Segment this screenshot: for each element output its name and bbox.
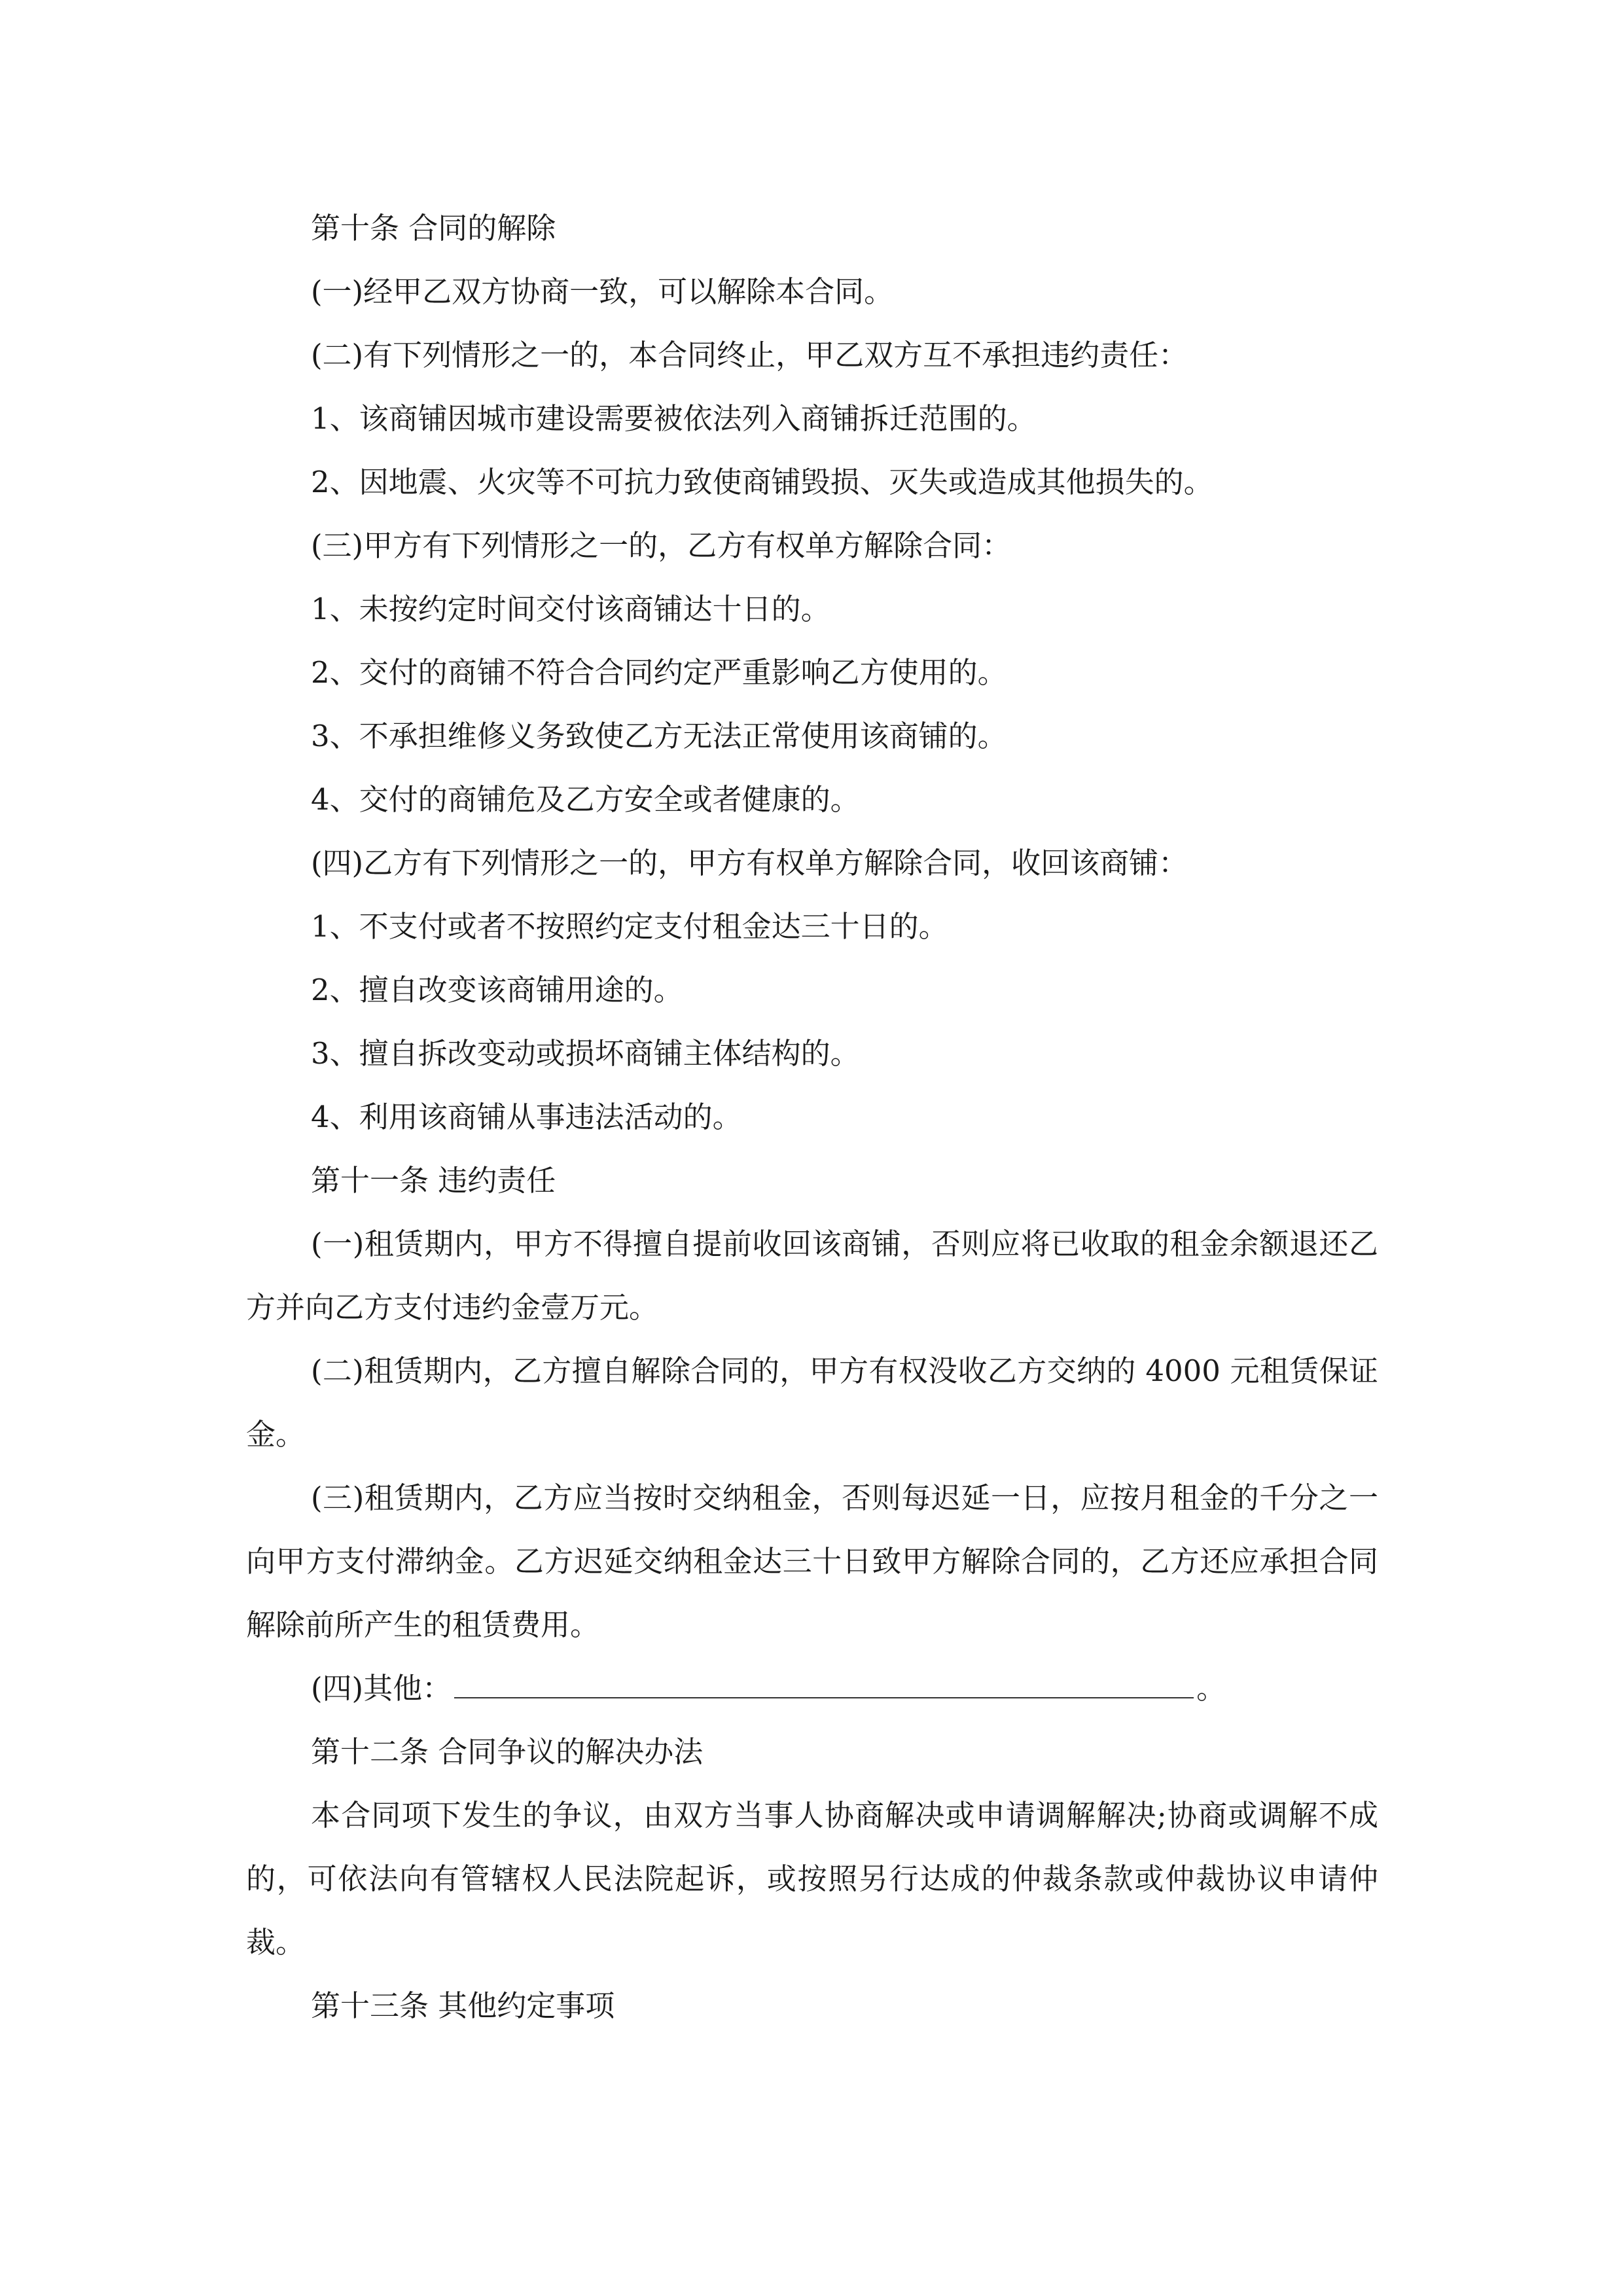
- article-10-item-3-2: 2、交付的商铺不符合合同约定严重影响乙方使用的。: [311, 655, 1007, 690]
- article-10-item-2: (二)有下列情形之一的，本合同终止，甲乙双方互不承担违约责任：: [311, 338, 1188, 372]
- article-10-item-4-4: 4、利用该商铺从事违法活动的。: [311, 1100, 742, 1134]
- article-13-heading: 第十三条 其他约定事项: [311, 1988, 615, 2023]
- fill-in-blank-line[interactable]: [454, 1668, 1194, 1698]
- article-11-paragraph-1: (一)租赁期内，甲方不得擅自提前收回该商铺，否则应将已收取的租金余额退还乙方并向乙方支付违约金壹万元。: [246, 1227, 1378, 1325]
- other-label: (四)其他：: [311, 1671, 452, 1706]
- article-11-heading: 第十一条 违约责任: [311, 1163, 556, 1198]
- article-10-item-3: (三)甲方有下列情形之一的，乙方有权单方解除合同：: [311, 528, 1012, 563]
- article-10-item-3-3: 3、不承担维修义务致使乙方无法正常使用该商铺的。: [311, 719, 1007, 753]
- article-11-paragraph-3: (三)租赁期内，乙方应当按时交纳租金，否则每迟延一日，应按月租金的千分之一向甲方支付滞纳金。乙方迟延交纳租金达三十日致甲方解除合同的，乙方还应承担合同解除前所产生的租赁费用。: [246, 1480, 1378, 1642]
- article-12-paragraph-1: 本合同项下发生的争议，由双方当事人协商解决或申请调解解决;协商或调解不成的，可依法向有管辖权人民法院起诉，或按照另行达成的仲裁条款或仲裁协议申请仲裁。: [246, 1798, 1378, 1960]
- article-11-paragraph-4: [246, 1657, 1378, 1720]
- other-end-punctuation: 。: [1196, 1671, 1226, 1706]
- document-body: [246, 196, 1378, 2037]
- article-10-item-4-1: 1、不支付或者不按照约定支付租金达三十日的。: [311, 909, 948, 944]
- article-10-item-4: (四)乙方有下列情形之一的，甲方有权单方解除合同，收回该商铺：: [311, 846, 1188, 880]
- article-12-heading: 第十二条 合同争议的解决办法: [311, 1734, 704, 1769]
- article-10-item-4-3: 3、擅自拆改变动或损坏商铺主体结构的。: [311, 1036, 860, 1071]
- article-10-item-3-1: 1、未按约定时间交付该商铺达十日的。: [311, 592, 830, 626]
- article-10-item-2-1: 1、该商铺因城市建设需要被依法列入商铺拆迁范围的。: [311, 401, 1037, 436]
- article-11-paragraph-2: (二)租赁期内，乙方擅自解除合同的，甲方有权没收乙方交纳的 4000 元租赁保证金。: [246, 1354, 1378, 1452]
- article-10-item-1: (一)经甲乙双方协商一致，可以解除本合同。: [311, 274, 894, 309]
- article-10-item-4-2: 2、擅自改变该商铺用途的。: [311, 973, 683, 1007]
- article-10-item-2-2: 2、因地震、火灾等不可抗力致使商铺毁损、灭失或造成其他损失的。: [311, 465, 1213, 499]
- article-10-heading: 第十条 合同的解除: [311, 211, 556, 245]
- article-10-item-3-4: 4、交付的商铺危及乙方安全或者健康的。: [311, 782, 860, 817]
